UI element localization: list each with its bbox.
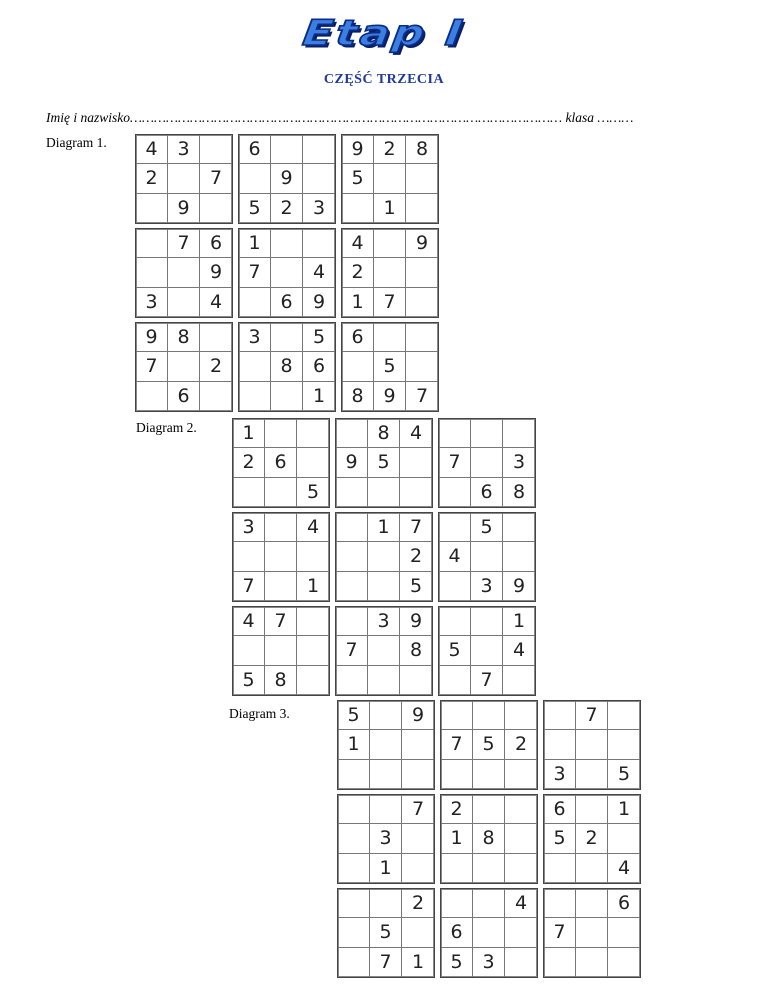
sudoku-empty-cell[interactable] — [402, 918, 434, 947]
sudoku-empty-cell[interactable] — [471, 542, 503, 571]
sudoku-given-cell: 7 — [544, 918, 576, 947]
sudoku-empty-cell[interactable] — [441, 760, 473, 789]
sudoku-empty-cell[interactable] — [168, 288, 200, 317]
sudoku-given-cell: 7 — [265, 607, 297, 636]
sudoku-empty-cell[interactable] — [168, 164, 200, 193]
sudoku-empty-cell[interactable] — [265, 513, 297, 542]
sudoku-empty-cell[interactable] — [265, 636, 297, 665]
sudoku-given-cell: 4 — [505, 889, 537, 918]
sudoku-given-cell: 3 — [312, 197, 326, 220]
sudoku-given-cell: 2 — [374, 135, 406, 164]
sudoku-empty-cell[interactable] — [608, 948, 640, 977]
sudoku-given-cell: 4 — [233, 607, 265, 636]
sudoku-given-cell: 8 — [473, 824, 505, 853]
sudoku-empty-cell[interactable] — [439, 666, 471, 695]
sudoku-given-cell: 2 — [200, 352, 232, 381]
sudoku-empty-cell[interactable] — [576, 730, 608, 759]
sudoku-given-cell: 9 — [336, 448, 368, 477]
title-banner — [0, 8, 768, 59]
sudoku-empty-cell[interactable] — [233, 542, 265, 571]
sudoku-given-cell: 5 — [370, 918, 402, 947]
sudoku-empty-cell[interactable] — [608, 918, 640, 947]
sudoku-given-cell: 2 — [233, 448, 265, 477]
sudoku-given-cell: 9 — [406, 229, 438, 258]
sudoku-empty-cell[interactable] — [402, 760, 434, 789]
sudoku-given-cell: 5 — [409, 575, 423, 598]
sudoku-given-cell: 2 — [342, 258, 374, 287]
sudoku-empty-cell[interactable] — [441, 889, 473, 918]
sudoku-block — [440, 700, 538, 790]
sudoku-given-cell: 3 — [233, 513, 265, 542]
sudoku-empty-cell[interactable] — [239, 352, 271, 381]
sudoku-given-cell: 7 — [415, 385, 429, 408]
sudoku-empty-cell[interactable] — [406, 258, 438, 287]
sudoku-empty-cell[interactable] — [342, 352, 374, 381]
sudoku-given-cell: 5 — [471, 513, 503, 542]
sudoku-empty-cell[interactable] — [265, 419, 297, 448]
sudoku-empty-cell[interactable] — [303, 229, 335, 258]
sudoku-given-cell: 1 — [312, 385, 326, 408]
sudoku-given-cell: 9 — [402, 701, 434, 730]
sudoku-given-cell: 1 — [370, 854, 402, 883]
sudoku-empty-cell[interactable] — [406, 288, 438, 317]
sudoku-given-cell: 4 — [209, 291, 223, 314]
sudoku-given-cell: 4 — [303, 258, 335, 287]
sudoku-given-cell: 3 — [136, 288, 168, 317]
sudoku-given-cell: 5 — [368, 448, 400, 477]
sudoku-given-cell: 6 — [239, 135, 271, 164]
sudoku-given-cell: 2 — [576, 824, 608, 853]
sudoku-block — [438, 418, 536, 508]
sudoku-given-cell: 9 — [342, 135, 374, 164]
sudoku-given-cell: 7 — [233, 572, 265, 601]
sudoku-empty-cell[interactable] — [608, 824, 640, 853]
sudoku-empty-cell[interactable] — [338, 824, 370, 853]
sudoku-empty-cell[interactable] — [336, 478, 368, 507]
sudoku-given-cell: 8 — [368, 419, 400, 448]
sudoku-given-cell: 7 — [471, 666, 503, 695]
sudoku-given-cell: 1 — [411, 951, 425, 974]
sudoku-given-cell: 1 — [441, 824, 473, 853]
sudoku-given-cell: 6 — [265, 448, 297, 477]
sudoku-given-cell: 6 — [342, 323, 374, 352]
sudoku-given-cell: 5 — [544, 824, 576, 853]
sudoku-empty-cell[interactable] — [441, 701, 473, 730]
sudoku-given-cell: 6 — [200, 229, 232, 258]
sudoku-given-cell: 8 — [271, 352, 303, 381]
sudoku-empty-cell[interactable] — [297, 666, 329, 695]
sudoku-empty-cell[interactable] — [368, 636, 400, 665]
sudoku-empty-cell[interactable] — [505, 948, 537, 977]
sudoku-given-cell: 6 — [441, 918, 473, 947]
sudoku-given-cell: 8 — [265, 666, 297, 695]
sudoku-empty-cell[interactable] — [271, 229, 303, 258]
sudoku-given-cell: 9 — [136, 323, 168, 352]
sudoku-empty-cell[interactable] — [370, 889, 402, 918]
sudoku-given-cell: 8 — [342, 382, 374, 411]
sudoku-block — [135, 322, 233, 412]
sudoku-given-cell: 5 — [303, 323, 335, 352]
sudoku-empty-cell[interactable] — [368, 478, 400, 507]
sudoku-empty-cell[interactable] — [406, 164, 438, 193]
sudoku-empty-cell[interactable] — [576, 948, 608, 977]
sudoku-given-cell: 9 — [200, 258, 232, 287]
sudoku-empty-cell[interactable] — [471, 448, 503, 477]
sudoku-given-cell: 1 — [239, 229, 271, 258]
sudoku-empty-cell[interactable] — [297, 636, 329, 665]
sudoku-given-cell: 6 — [271, 288, 303, 317]
sudoku-given-cell: 4 — [136, 135, 168, 164]
sudoku-given-cell: 3 — [503, 448, 535, 477]
sudoku-given-cell: 1 — [342, 288, 374, 317]
sudoku-given-cell: 5 — [342, 164, 374, 193]
sudoku-empty-cell[interactable] — [473, 701, 505, 730]
sudoku-given-cell: 7 — [400, 513, 432, 542]
sudoku-given-cell: 6 — [303, 352, 335, 381]
sudoku-empty-cell[interactable] — [200, 194, 232, 223]
sudoku-block — [543, 700, 641, 790]
sudoku-empty-cell[interactable] — [505, 824, 537, 853]
sudoku-given-cell: 1 — [306, 575, 320, 598]
sudoku-given-cell: 9 — [312, 291, 326, 314]
sudoku-block — [341, 322, 439, 412]
sudoku-given-cell: 5 — [617, 763, 631, 786]
sudoku-given-cell: 7 — [374, 288, 406, 317]
sudoku-empty-cell[interactable] — [505, 918, 537, 947]
sudoku-empty-cell[interactable] — [544, 889, 576, 918]
sudoku-empty-cell[interactable] — [406, 352, 438, 381]
sudoku-empty-cell[interactable] — [297, 607, 329, 636]
sudoku-empty-cell[interactable] — [168, 352, 200, 381]
sudoku-empty-cell[interactable] — [370, 730, 402, 759]
sudoku-empty-cell[interactable] — [400, 448, 432, 477]
sudoku-empty-cell[interactable] — [265, 478, 297, 507]
sudoku-given-cell: 5 — [439, 636, 471, 665]
sudoku-empty-cell[interactable] — [374, 258, 406, 287]
sudoku-block — [440, 888, 538, 978]
sudoku-given-cell: 3 — [473, 948, 505, 977]
sudoku-empty-cell[interactable] — [473, 854, 505, 883]
sudoku-given-cell: 5 — [441, 948, 473, 977]
sudoku-block — [335, 606, 433, 696]
sudoku-block — [337, 700, 435, 790]
sudoku-given-cell: 7 — [200, 164, 232, 193]
sudoku-empty-cell[interactable] — [473, 760, 505, 789]
sudoku-empty-cell[interactable] — [471, 419, 503, 448]
sudoku-empty-cell[interactable] — [400, 478, 432, 507]
sudoku-empty-cell[interactable] — [608, 701, 640, 730]
sudoku-empty-cell[interactable] — [402, 730, 434, 759]
sudoku-empty-cell[interactable] — [402, 824, 434, 853]
sudoku-empty-cell[interactable] — [200, 382, 232, 411]
sudoku-empty-cell[interactable] — [338, 854, 370, 883]
sudoku-block — [438, 512, 536, 602]
sudoku-block — [232, 606, 330, 696]
sudoku-given-cell: 1 — [608, 795, 640, 824]
sudoku-given-cell: 5 — [306, 481, 320, 504]
sudoku-given-cell: 7 — [336, 636, 368, 665]
sudoku-empty-cell[interactable] — [233, 478, 265, 507]
sudoku-empty-cell[interactable] — [336, 666, 368, 695]
sudoku-empty-cell[interactable] — [297, 419, 329, 448]
sudoku-given-cell: 2 — [136, 164, 168, 193]
sudoku-given-cell: 4 — [617, 857, 631, 880]
sudoku-empty-cell[interactable] — [402, 854, 434, 883]
sudoku-given-cell: 4 — [439, 542, 471, 571]
sudoku-empty-cell[interactable] — [370, 795, 402, 824]
sudoku-empty-cell[interactable] — [544, 948, 576, 977]
diagram-2-label: Diagram 2. — [136, 420, 197, 435]
sudoku-block — [232, 512, 330, 602]
sudoku-block — [438, 606, 536, 696]
sudoku-given-cell: 4 — [503, 636, 535, 665]
sudoku-given-cell: 6 — [168, 382, 200, 411]
sudoku-empty-cell[interactable] — [336, 513, 368, 542]
sudoku-given-cell: 8 — [168, 323, 200, 352]
sudoku-block — [335, 418, 433, 508]
sudoku-empty-cell[interactable] — [439, 478, 471, 507]
sudoku-empty-cell[interactable] — [441, 854, 473, 883]
sudoku-block — [238, 228, 336, 318]
sudoku-empty-cell[interactable] — [406, 194, 438, 223]
sudoku-block — [238, 134, 336, 224]
sudoku-given-cell: 7 — [576, 701, 608, 730]
sudoku-block — [543, 888, 641, 978]
sudoku-empty-cell[interactable] — [406, 323, 438, 352]
sudoku-given-cell: 5 — [233, 666, 265, 695]
sudoku-block — [135, 134, 233, 224]
sudoku-empty-cell[interactable] — [374, 164, 406, 193]
sudoku-given-cell: 9 — [168, 194, 200, 223]
sudoku-empty-cell[interactable] — [239, 288, 271, 317]
sudoku-given-cell: 3 — [471, 572, 503, 601]
sudoku-empty-cell[interactable] — [374, 229, 406, 258]
sudoku-block — [238, 322, 336, 412]
sudoku-given-cell: 1 — [368, 513, 400, 542]
sudoku-given-cell: 8 — [512, 481, 526, 504]
page-subtitle: CZĘŚĆ TRZECIA — [323, 72, 445, 87]
sudoku-given-cell: 1 — [503, 607, 535, 636]
sudoku-block — [341, 134, 439, 224]
sudoku-block — [232, 418, 330, 508]
sudoku-empty-cell[interactable] — [271, 258, 303, 287]
sudoku-block — [341, 228, 439, 318]
name-class-line: Imię i nazwisko……………………………………………………………………………………………… klasa ……… — [46, 110, 634, 125]
sudoku-given-cell: 4 — [297, 513, 329, 542]
sudoku-given-cell: 8 — [400, 636, 432, 665]
sudoku-block — [337, 794, 435, 884]
sudoku-empty-cell[interactable] — [136, 194, 168, 223]
sudoku-empty-cell[interactable] — [136, 382, 168, 411]
sudoku-empty-cell[interactable] — [576, 795, 608, 824]
sudoku-empty-cell[interactable] — [576, 760, 608, 789]
sudoku-empty-cell[interactable] — [576, 918, 608, 947]
sudoku-empty-cell[interactable] — [265, 572, 297, 601]
sudoku-given-cell: 9 — [271, 164, 303, 193]
sudoku-given-cell: 3 — [544, 760, 576, 789]
sudoku-empty-cell[interactable] — [368, 572, 400, 601]
sudoku-empty-cell[interactable] — [233, 636, 265, 665]
sudoku-empty-cell[interactable] — [338, 918, 370, 947]
sudoku-empty-cell[interactable] — [503, 419, 535, 448]
sudoku-given-cell: 3 — [370, 824, 402, 853]
sudoku-empty-cell[interactable] — [338, 889, 370, 918]
sudoku-given-cell: 7 — [239, 258, 271, 287]
sudoku-block — [543, 794, 641, 884]
sudoku-empty-cell[interactable] — [544, 701, 576, 730]
sudoku-given-cell: 4 — [400, 419, 432, 448]
sudoku-empty-cell[interactable] — [271, 135, 303, 164]
sudoku-empty-cell[interactable] — [368, 666, 400, 695]
sudoku-empty-cell[interactable] — [503, 542, 535, 571]
sudoku-empty-cell[interactable] — [608, 730, 640, 759]
sudoku-empty-cell[interactable] — [505, 795, 537, 824]
sudoku-given-cell: 7 — [370, 948, 402, 977]
sudoku-empty-cell[interactable] — [439, 419, 471, 448]
sudoku-block — [335, 512, 433, 602]
sudoku-empty-cell[interactable] — [576, 889, 608, 918]
sudoku-empty-cell[interactable] — [439, 607, 471, 636]
sudoku-empty-cell[interactable] — [336, 572, 368, 601]
sudoku-given-cell: 4 — [342, 229, 374, 258]
sudoku-empty-cell[interactable] — [136, 229, 168, 258]
sudoku-given-cell: 7 — [402, 795, 434, 824]
sudoku-empty-cell[interactable] — [338, 795, 370, 824]
sudoku-empty-cell[interactable] — [400, 666, 432, 695]
sudoku-empty-cell[interactable] — [303, 135, 335, 164]
sudoku-empty-cell[interactable] — [503, 513, 535, 542]
sudoku-given-cell: 7 — [168, 229, 200, 258]
sudoku-empty-cell[interactable] — [336, 419, 368, 448]
sudoku-empty-cell[interactable] — [168, 258, 200, 287]
sudoku-given-cell: 9 — [400, 607, 432, 636]
diagram-3-label: Diagram 3. — [229, 706, 290, 721]
sudoku-empty-cell[interactable] — [471, 607, 503, 636]
sudoku-empty-cell[interactable] — [200, 135, 232, 164]
sudoku-empty-cell[interactable] — [473, 889, 505, 918]
sudoku-given-cell: 1 — [233, 419, 265, 448]
sudoku-block — [135, 228, 233, 318]
sudoku-given-cell: 2 — [505, 730, 537, 759]
sudoku-empty-cell[interactable] — [336, 607, 368, 636]
sudoku-empty-cell[interactable] — [505, 854, 537, 883]
sudoku-given-cell: 6 — [608, 889, 640, 918]
sudoku-given-cell: 3 — [368, 607, 400, 636]
diagram-1-label: Diagram 1. — [46, 135, 107, 150]
sudoku-given-cell: 7 — [441, 730, 473, 759]
sudoku-empty-cell[interactable] — [297, 448, 329, 477]
sudoku-given-cell: 5 — [239, 194, 271, 223]
sudoku-given-cell: 5 — [374, 352, 406, 381]
sudoku-empty-cell[interactable] — [336, 542, 368, 571]
sudoku-empty-cell[interactable] — [200, 323, 232, 352]
sudoku-empty-cell[interactable] — [303, 164, 335, 193]
sudoku-empty-cell[interactable] — [576, 854, 608, 883]
sudoku-empty-cell[interactable] — [370, 760, 402, 789]
sudoku-block — [337, 888, 435, 978]
sudoku-empty-cell[interactable] — [473, 918, 505, 947]
sudoku-given-cell: 6 — [544, 795, 576, 824]
sudoku-given-cell: 5 — [338, 701, 370, 730]
sudoku-given-cell: 9 — [512, 575, 526, 598]
sudoku-empty-cell[interactable] — [503, 666, 535, 695]
sudoku-empty-cell[interactable] — [271, 323, 303, 352]
sudoku-empty-cell[interactable] — [342, 194, 374, 223]
sudoku-given-cell: 5 — [473, 730, 505, 759]
sudoku-given-cell: 2 — [441, 795, 473, 824]
sudoku-empty-cell[interactable] — [265, 542, 297, 571]
sudoku-empty-cell[interactable] — [544, 854, 576, 883]
sudoku-given-cell: 1 — [338, 730, 370, 759]
sudoku-empty-cell[interactable] — [439, 572, 471, 601]
sudoku-empty-cell[interactable] — [370, 701, 402, 730]
sudoku-empty-cell[interactable] — [374, 323, 406, 352]
sudoku-given-cell: 6 — [471, 478, 503, 507]
sudoku-empty-cell[interactable] — [338, 760, 370, 789]
sudoku-empty-cell[interactable] — [471, 636, 503, 665]
sudoku-empty-cell[interactable] — [239, 164, 271, 193]
sudoku-given-cell: 3 — [168, 135, 200, 164]
sudoku-empty-cell[interactable] — [136, 258, 168, 287]
sudoku-given-cell: 7 — [136, 352, 168, 381]
sudoku-empty-cell[interactable] — [338, 948, 370, 977]
sudoku-empty-cell[interactable] — [297, 542, 329, 571]
sudoku-empty-cell[interactable] — [239, 382, 271, 411]
sudoku-given-cell: 1 — [374, 194, 406, 223]
sudoku-empty-cell[interactable] — [473, 795, 505, 824]
sudoku-given-cell: 3 — [239, 323, 271, 352]
sudoku-empty-cell[interactable] — [271, 382, 303, 411]
sudoku-empty-cell[interactable] — [368, 542, 400, 571]
sudoku-given-cell: 2 — [400, 542, 432, 571]
sudoku-empty-cell[interactable] — [505, 760, 537, 789]
sudoku-empty-cell[interactable] — [505, 701, 537, 730]
sudoku-empty-cell[interactable] — [439, 513, 471, 542]
sudoku-given-cell: 9 — [374, 382, 406, 411]
sudoku-given-cell: 2 — [271, 194, 303, 223]
sudoku-given-cell: 7 — [439, 448, 471, 477]
sudoku-given-cell: 8 — [406, 135, 438, 164]
sudoku-given-cell: 2 — [402, 889, 434, 918]
sudoku-empty-cell[interactable] — [544, 730, 576, 759]
sudoku-block — [440, 794, 538, 884]
page-title: Etap I — [300, 13, 468, 54]
